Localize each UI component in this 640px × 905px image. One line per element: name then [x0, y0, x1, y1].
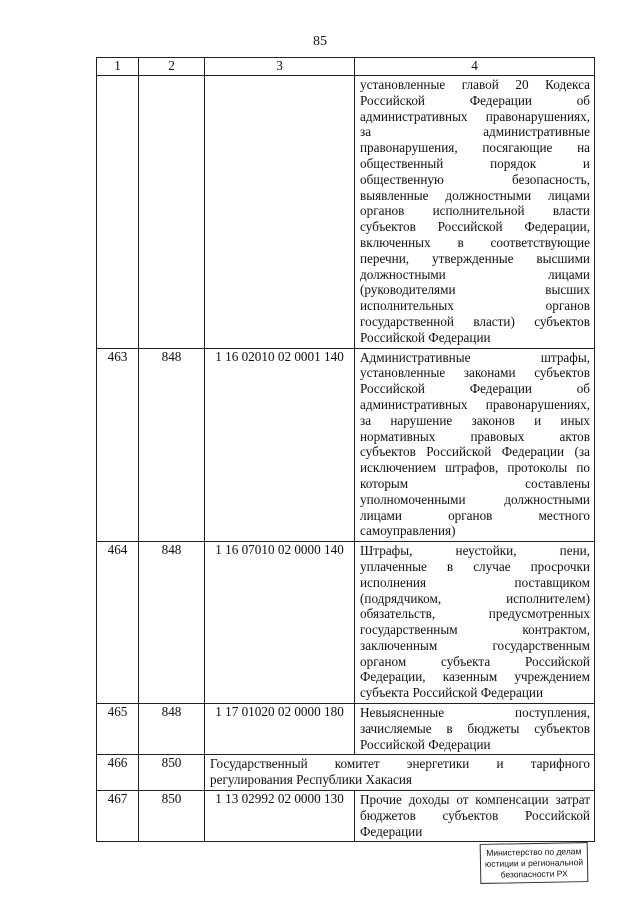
description-line: органом субъекта Российской	[360, 653, 590, 669]
description-line: регулирования Республики Хакасия	[210, 772, 412, 788]
description-line: общественную безопасность,	[360, 171, 590, 187]
description-line: административных правонарушениях,	[360, 396, 590, 412]
continuation-row	[97, 76, 595, 349]
description-line: Федерации	[360, 823, 423, 839]
description-line: за административные	[360, 124, 590, 140]
description-line: Невыясненные поступления,	[360, 705, 590, 721]
description-line: должностными лицами	[360, 266, 590, 282]
description-line: (руководителями высших	[360, 282, 590, 298]
page-number: 85	[313, 34, 327, 49]
continuation-description	[355, 76, 595, 349]
admin-code: 848	[139, 704, 205, 755]
description-line: выявленные должностными лицами	[360, 187, 590, 203]
table-row	[97, 348, 595, 542]
description-line: Административные штрафы,	[360, 349, 590, 365]
description-line: субъектов Российской Федерации (за	[360, 444, 590, 460]
description-line: за нарушение законов и иных	[360, 412, 590, 428]
description-line: (подрядчиком, исполнителем)	[360, 590, 590, 606]
row-number: 466	[97, 755, 139, 791]
admin-code: 850	[139, 791, 205, 842]
description-line: уполномоченными должностными	[360, 491, 590, 507]
description-line: Российской Федерации	[360, 736, 491, 752]
description-line: уплаченные в случае просрочки	[360, 558, 590, 574]
ministry-stamp	[480, 842, 589, 884]
description-line: субъектов Российской Федерации,	[360, 219, 590, 235]
description-line: лицами органов местного	[360, 507, 590, 523]
description-line: Федерации, казенным учреждением	[360, 669, 590, 685]
description-line: самоуправления)	[360, 523, 456, 539]
description-line: Российской Федерации	[360, 329, 491, 345]
description-line: зачисляемые в бюджеты субъектов	[360, 720, 590, 736]
description-line: бюджетов субъектов Российской	[360, 807, 590, 823]
description-line: государственным контрактом,	[360, 622, 590, 638]
table-header-row	[97, 58, 595, 76]
description-line: обязательств, предусмотренных	[360, 606, 590, 622]
description-line: правонарушения, посягающие на	[360, 140, 590, 156]
budget-code: 1 17 01020 02 0000 180	[205, 704, 355, 755]
ministry-name	[205, 755, 595, 791]
description-line: исполнения поставщиком	[360, 574, 590, 590]
description-line: общественный порядок и	[360, 155, 590, 171]
description-line: Российской Федерации об	[360, 381, 590, 397]
admin-code: 850	[139, 755, 205, 791]
description-line: субъекта Российской Федерации	[360, 685, 544, 701]
description-line: административных правонарушениях,	[360, 108, 590, 124]
stamp-line: безопасности РХ	[500, 868, 568, 880]
description-line: государственной власти) субъектов	[360, 313, 590, 329]
description-line: Прочие доходы от компенсации затрат	[360, 792, 590, 808]
description-line: исполнительных органов	[360, 298, 590, 314]
description-line: нормативных правовых актов	[360, 428, 590, 444]
table-row-467	[97, 791, 595, 842]
income-description	[355, 704, 595, 755]
budget-code: 1 16 07010 02 0000 140	[205, 542, 355, 704]
budget-codes-table	[96, 57, 595, 842]
header-col-1: 1	[97, 58, 139, 76]
table-row-466	[97, 755, 595, 791]
description-line: исключением штрафов, протоколы по	[360, 460, 590, 476]
budget-code: 1 16 02010 02 0001 140	[205, 348, 355, 542]
row-number: 463	[97, 348, 139, 542]
header-col-4: 4	[355, 58, 595, 76]
description-line: включенных в соответствующие	[360, 234, 590, 250]
income-description	[355, 542, 595, 704]
table-row	[97, 542, 595, 704]
row-number: 464	[97, 542, 139, 704]
row-number: 467	[97, 791, 139, 842]
admin-code: 848	[139, 542, 205, 704]
description-line: установленные главой 20 Кодекса	[360, 77, 590, 92]
description-line: Штрафы, неустойки, пени,	[360, 543, 590, 559]
description-line: которым составлены	[360, 475, 590, 491]
table-row	[97, 704, 595, 755]
admin-code: 848	[139, 348, 205, 542]
header-col-3: 3	[205, 58, 355, 76]
description-line: заключенным государственным	[360, 637, 590, 653]
description-line: органов исполнительной власти	[360, 203, 590, 219]
description-line: установленные законами субъектов	[360, 365, 590, 381]
description-line: перечни, утвержденные высшими	[360, 250, 590, 266]
row-number: 465	[97, 704, 139, 755]
budget-code: 1 13 02992 02 0000 130	[205, 791, 355, 842]
income-description	[355, 348, 595, 542]
description-line: Государственный комитет энергетики и тарифного	[210, 756, 590, 772]
income-description	[355, 791, 595, 842]
stamp-line: Министерство по делам	[486, 846, 582, 858]
header-col-2: 2	[139, 58, 205, 76]
stamp-line: юстиции и региональной	[484, 857, 584, 869]
description-line: Российской Федерации об	[360, 92, 590, 108]
